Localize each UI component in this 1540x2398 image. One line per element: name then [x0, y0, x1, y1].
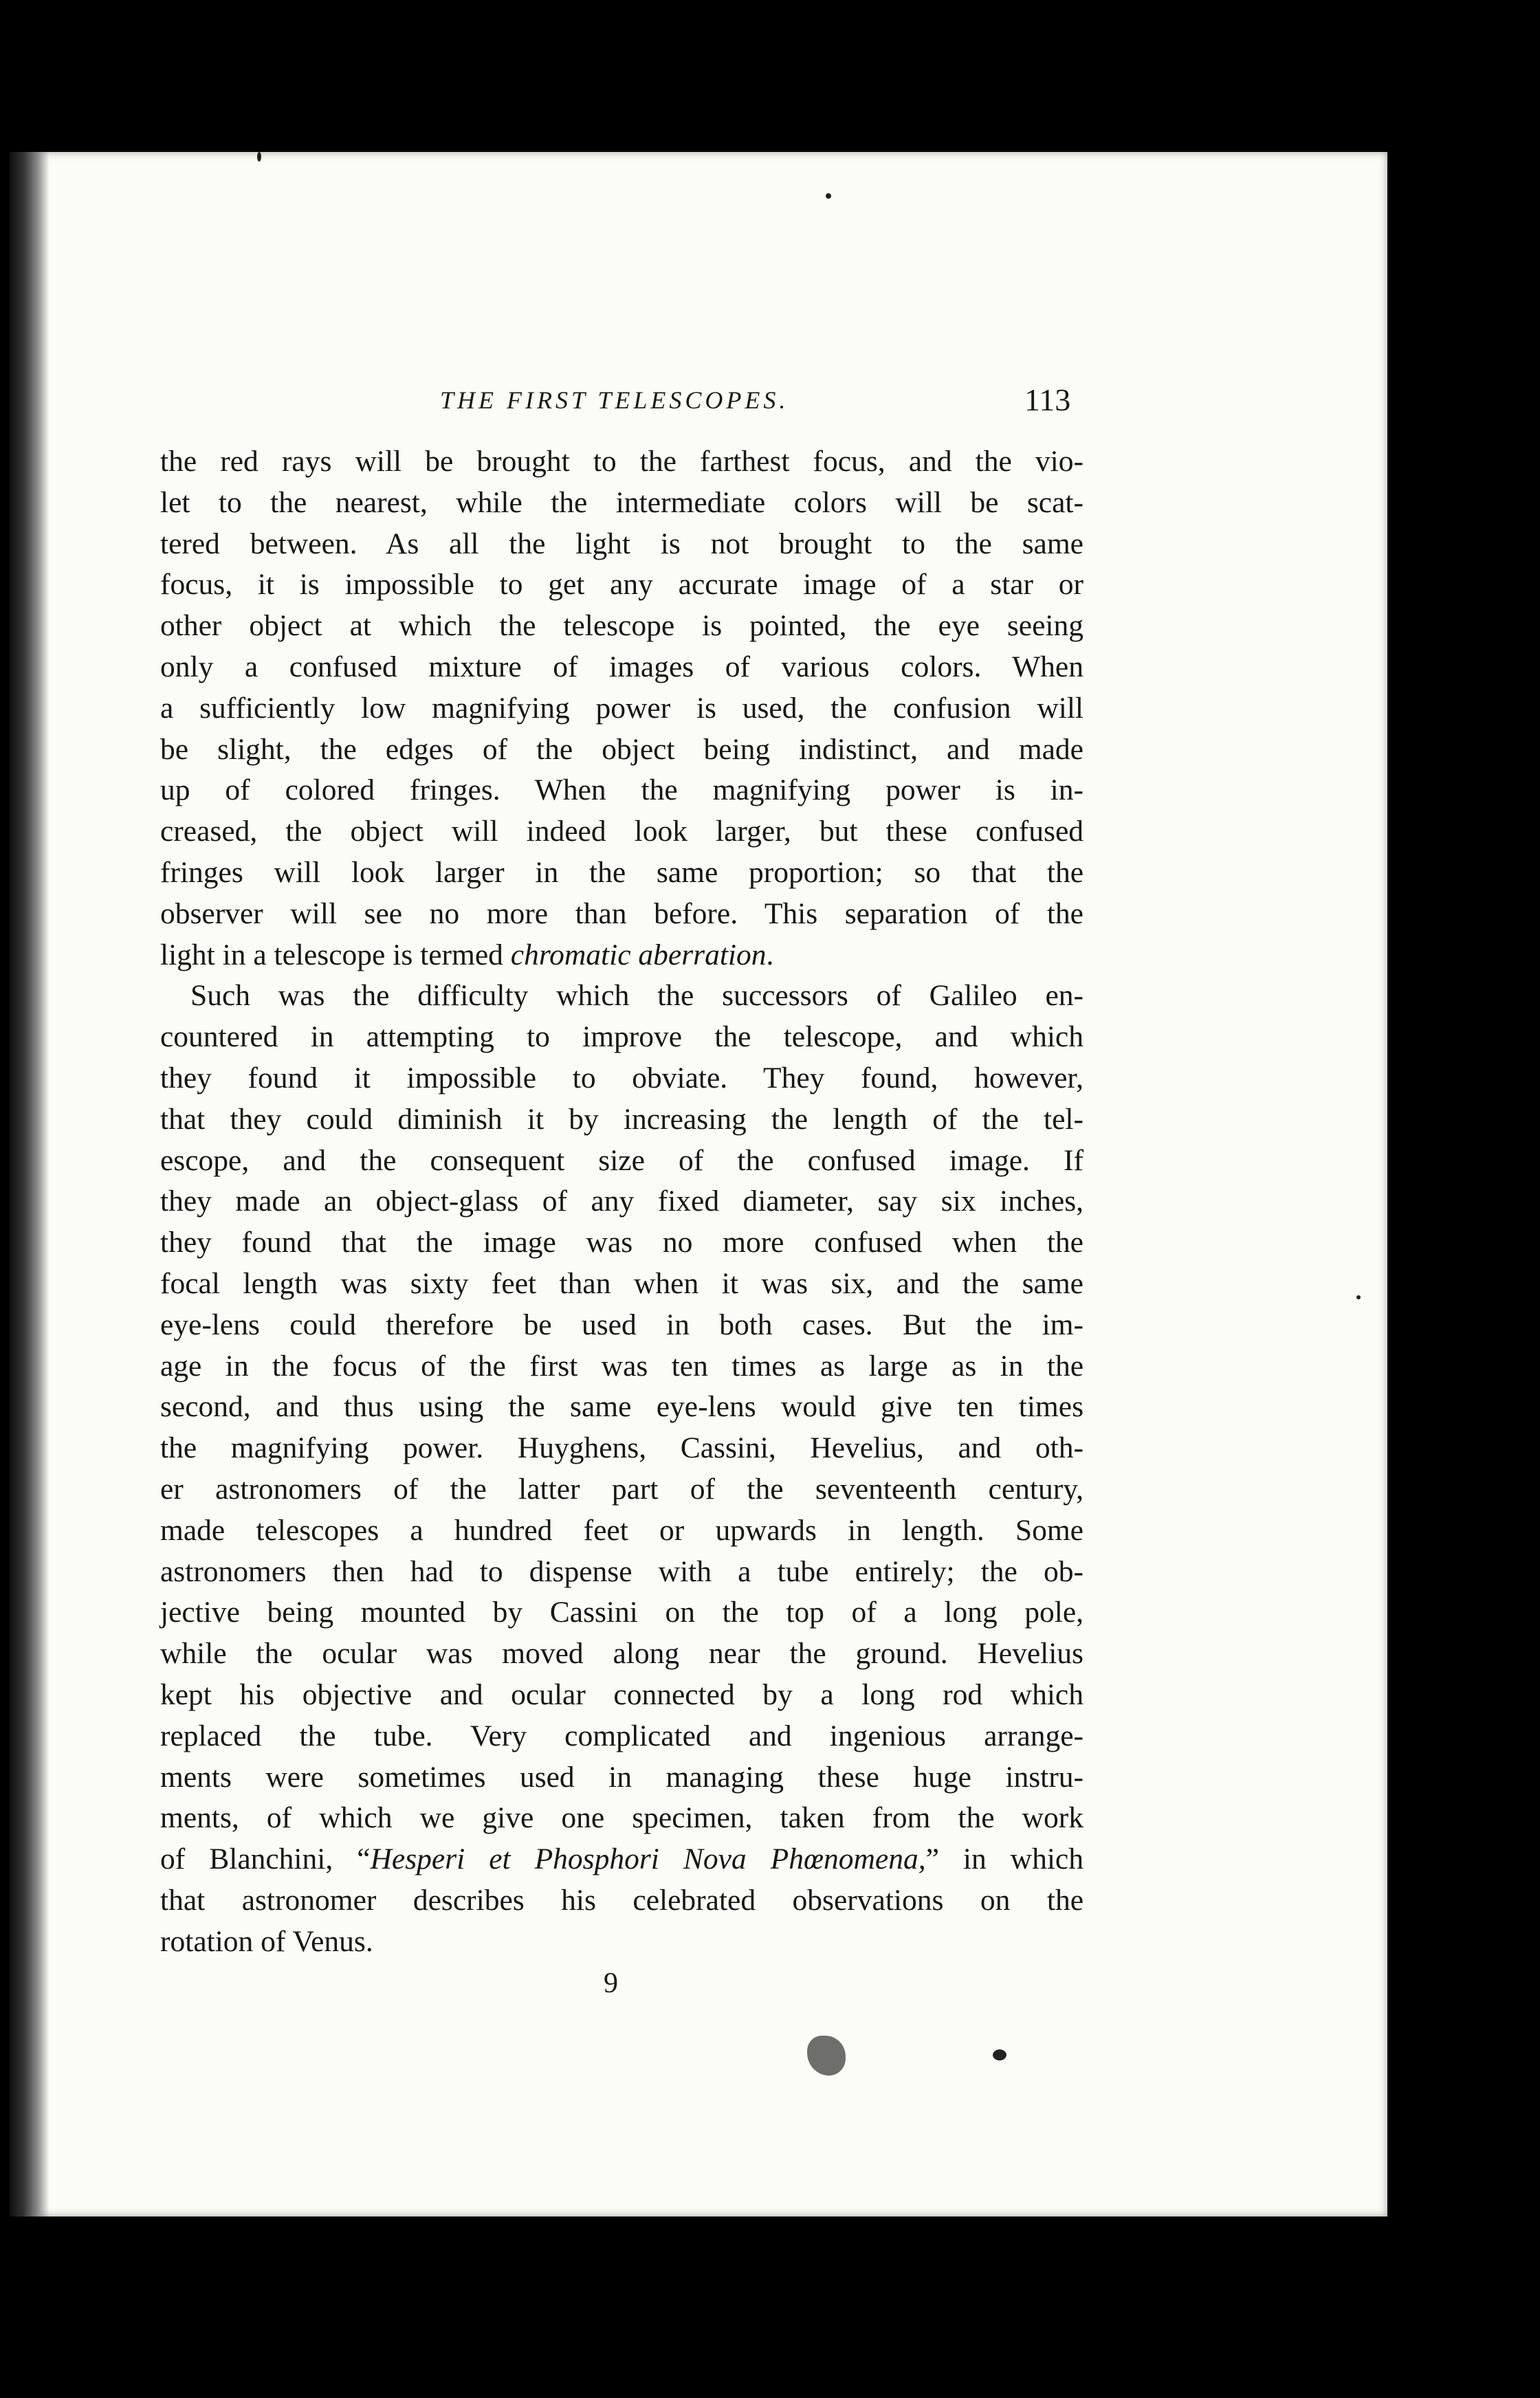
text-line: age in the focus of the first was ten times as large as in the [160, 1349, 1084, 1383]
spine-shadow [10, 152, 50, 2216]
running-title: THE FIRST TELESCOPES. [440, 386, 789, 414]
text-line: focus, it is impossible to get any accurate image of a star or [160, 568, 1084, 602]
text-line: up of colored fringes. When the magnifying power is in- [160, 773, 1084, 807]
text-line: ments, of which we give one specimen, taken from the work [160, 1801, 1084, 1835]
text-line-last: rotation of Venus. [160, 1924, 373, 1958]
text-line: eye-lens could therefore be used in both cases. But the im- [160, 1308, 1084, 1341]
text-line: other object at which the telescope is pointed, the eye seeing [160, 609, 1084, 643]
text-fragment: light in a telescope is termed [160, 938, 511, 971]
text-line: kept his objective and ocular connected by a long rod which [160, 1678, 1084, 1711]
italic-term: chromatic aberration [510, 938, 767, 971]
text-line: ments were sometimes used in managing these huge instru- [160, 1760, 1084, 1794]
text-line: they found that the image was no more confused when the [160, 1226, 1084, 1260]
text-line: while the ocular was moved along near the ground. Hevelius [160, 1637, 1084, 1671]
text-line: be slight, the edges of the object being indistinct, and made [160, 732, 1084, 766]
signature-mark: 9 [604, 1968, 618, 1999]
text-line: they found it impossible to obviate. They found, however, [160, 1061, 1084, 1094]
text-line: a sufficiently low magnifying power is used, the confusion will [160, 691, 1084, 725]
text-line: er astronomers of the latter part of the seventeenth century, [160, 1472, 1084, 1506]
scan-speck [826, 193, 831, 199]
text-line: countered in attempting to improve the telescope, and which [160, 1020, 1084, 1054]
text-line: let to the nearest, while the intermediate colors will be scat- [160, 485, 1084, 519]
text-line: the red rays will be brought to the farthest focus, and the vio- [160, 445, 1084, 478]
text-line: replaced the tube. Very complicated and ingenious arrange- [160, 1719, 1084, 1752]
scan-blot [807, 2036, 846, 2076]
text-line [160, 1839, 1084, 1880]
text-line: astronomers then had to dispense with a tube entirely; the ob- [160, 1554, 1084, 1588]
text-line: jective being mounted by Cassini on the top of a long pole, [160, 1596, 1084, 1629]
text-line: made telescopes a hundred feet or upwards in length. Some [160, 1513, 1084, 1547]
scan-speck [257, 152, 261, 162]
page-number: 113 [1024, 382, 1071, 417]
text-line: the magnifying power. Huyghens, Cassini, Hevelius, and oth- [160, 1431, 1084, 1465]
text-fragment: . [766, 938, 774, 971]
text-line: tered between. As all the light is not brought to the same [160, 527, 1084, 560]
scan-speck [993, 2049, 1006, 2060]
text-line-last [160, 935, 1084, 976]
book-page [10, 152, 1387, 2216]
italic-title: Hesperi et Phosphori Nova Phœnomena, [370, 1842, 926, 1876]
running-head [10, 382, 1387, 427]
text-line: only a confused mixture of images of various colors. When [160, 650, 1084, 683]
text-fragment: of Blanchini, “ [160, 1842, 371, 1876]
text-fragment: ” in which [925, 1842, 1084, 1876]
text-line: that they could diminish it by increasing the length of the tel- [160, 1102, 1084, 1136]
text-line: escope, and the consequent size of the confused image. If [160, 1143, 1084, 1177]
text-line: Such was the difficulty which the successors of Galileo en- [190, 979, 1084, 1013]
text-line: focal length was sixty feet than when it was six, and the same [160, 1266, 1084, 1300]
text-line: they made an object-glass of any fixed diameter, say six inches, [160, 1185, 1084, 1218]
body-text [160, 441, 1084, 1962]
text-line: that astronomer describes his celebrated observations on the [160, 1883, 1084, 1917]
scan-speck [1356, 1295, 1361, 1299]
text-line: creased, the object will indeed look larger, but these confused [160, 815, 1084, 848]
text-line: observer will see no more than before. This separation of the [160, 896, 1084, 930]
text-line: second, and thus using the same eye-lens would give ten times [160, 1390, 1084, 1424]
text-line: fringes will look larger in the same proportion; so that the [160, 855, 1084, 889]
